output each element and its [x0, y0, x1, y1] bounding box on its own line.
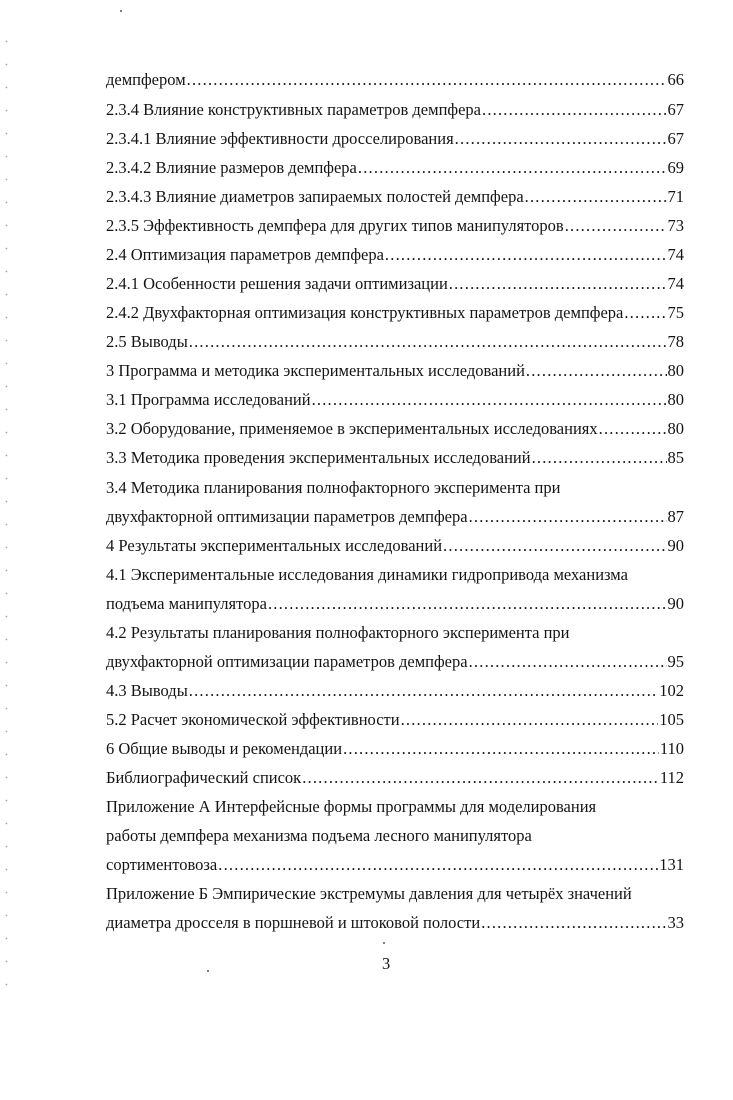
toc-leader-dots	[443, 534, 666, 558]
toc-entry-page: 95	[667, 652, 684, 671]
toc-entry-label: 4.1 Экспериментальные исследования динамики гидропривода механизма	[106, 565, 628, 584]
toc-entry	[106, 214, 684, 238]
toc-leader-dots	[218, 853, 658, 877]
toc-entry-label: 3.2 Оборудование, применяемое в экспериментальных исследованиях	[106, 419, 598, 438]
toc-entry-label: 2.4 Оптимизация параметров демпфера	[106, 245, 384, 264]
toc-leader-dots	[189, 679, 658, 703]
toc-entry-label: 5.2 Расчет экономической эффективности	[106, 710, 400, 729]
toc-entry-label: двухфакторной оптимизации параметров демпфера	[106, 507, 468, 526]
toc-entry-page: 75	[667, 303, 684, 322]
toc-leader-dots	[565, 214, 667, 238]
toc-entry-label: подъема манипулятора	[106, 594, 267, 613]
toc-entry-label: 2.3.4.3 Влияние диаметров запираемых полостей демпфера	[106, 187, 524, 206]
toc-entry-label: 2.4.1 Особенности решения задачи оптимизации	[106, 274, 448, 293]
toc-entry-label: 2.3.4.1 Влияние эффективности дросселирования	[106, 129, 454, 148]
toc-entry-label: Приложение Б Эмпирические экстремумы давления для четырёх значений	[106, 884, 632, 903]
toc-entry	[106, 650, 684, 674]
toc-leader-dots	[189, 330, 667, 354]
toc-entry-page: 67	[667, 100, 684, 119]
toc-entry	[106, 68, 684, 92]
scan-speck	[120, 10, 122, 12]
toc-leader-dots	[481, 911, 666, 935]
toc-entry-label: Библиографический список	[106, 768, 302, 787]
toc-leader-dots	[343, 737, 659, 761]
toc-entry-label: 3.4 Методика планирования полнофакторного эксперимента при	[106, 478, 561, 497]
toc-entry-label: 4 Результаты экспериментальных исследований	[106, 536, 443, 555]
toc-entry-page: 85	[667, 448, 684, 467]
toc-entry-page: 78	[667, 332, 684, 351]
toc-entry-page: 80	[667, 390, 684, 409]
toc-leader-dots	[526, 359, 667, 383]
toc-entry-page: 80	[667, 419, 684, 438]
toc-entry-label: 2.3.5 Эффективность демпфера для других типов манипуляторов	[106, 216, 564, 235]
scan-speck	[207, 970, 209, 972]
toc-entry	[106, 272, 684, 296]
toc-leader-dots	[469, 650, 667, 674]
scan-speck	[383, 942, 385, 944]
toc-entry	[106, 98, 684, 122]
toc-entry	[106, 417, 684, 441]
toc-entry-label: демпфером	[106, 70, 186, 89]
toc-leader-dots	[449, 272, 667, 296]
toc-entry-label: диаметра дросселя в поршневой и штоковой полости	[106, 913, 481, 932]
toc-entry	[106, 359, 684, 383]
toc-entry	[106, 766, 684, 790]
toc-entry	[106, 446, 684, 470]
toc-entry-page: 74	[667, 245, 684, 264]
toc-entry-page: 80	[667, 361, 684, 380]
toc-entry	[106, 127, 684, 151]
toc-entry-page: 73	[667, 216, 684, 235]
toc-entry	[106, 185, 684, 209]
toc-entry-page: 90	[667, 536, 684, 555]
toc-entry	[106, 505, 684, 529]
toc-leader-dots	[532, 446, 667, 470]
toc-entry	[106, 853, 684, 877]
toc-entry-label: 2.3.4 Влияние конструктивных параметров демпфера	[106, 100, 481, 119]
toc-entry	[106, 708, 684, 732]
toc-leader-dots	[599, 417, 667, 441]
toc-entry	[106, 534, 684, 558]
toc-entry	[106, 592, 684, 616]
toc-entry-page: 131	[659, 855, 684, 874]
toc-entry-label: Приложение А Интерфейсные формы программы для моделирования	[106, 797, 597, 816]
toc-leader-dots	[525, 185, 667, 209]
toc-entry-label: 3.1 Программа исследований	[106, 390, 311, 409]
toc-leader-dots	[358, 156, 667, 180]
toc-leader-dots	[401, 708, 659, 732]
toc-entry-page: 102	[659, 681, 684, 700]
toc-entry	[106, 737, 684, 761]
toc-entry	[106, 243, 684, 267]
toc-entry-label: 2.5 Выводы	[106, 332, 188, 351]
toc-entry-label: двухфакторной оптимизации параметров демпфера	[106, 652, 468, 671]
toc-entry	[106, 330, 684, 354]
toc-entry-page: 74	[667, 274, 684, 293]
toc-entry-page: 110	[659, 739, 684, 758]
toc-entry-label: 3 Программа и методика экспериментальных исследований	[106, 361, 525, 380]
toc-leader-dots	[312, 388, 667, 412]
toc-entry-page: 105	[659, 710, 684, 729]
toc-entry-page: 90	[667, 594, 684, 613]
toc-leader-dots	[469, 505, 667, 529]
toc-entry-page: 33	[667, 913, 684, 932]
scan-edge-noise	[4, 30, 9, 990]
toc-entry-label: работы демпфера механизма подъема лесного манипулятора	[106, 826, 532, 845]
toc-leader-dots	[187, 68, 667, 92]
toc-entry-label: сортиментовоза	[106, 855, 218, 874]
toc-leader-dots	[624, 301, 666, 325]
toc-leader-dots	[268, 592, 667, 616]
toc-entry-page: 69	[667, 158, 684, 177]
toc-entry-page: 66	[667, 70, 684, 89]
toc-entry	[106, 156, 684, 180]
toc-entry	[106, 388, 684, 412]
toc-leader-dots	[482, 98, 667, 122]
toc-entry	[106, 301, 684, 325]
toc-entry-page: 67	[667, 129, 684, 148]
toc-entry	[106, 679, 684, 703]
toc-entry-label: 2.4.2 Двухфакторная оптимизация конструктивных параметров демпфера	[106, 303, 624, 322]
toc-entry-label: 2.3.4.2 Влияние размеров демпфера	[106, 158, 357, 177]
toc-entry-label: 3.3 Методика проведения экспериментальных исследований	[106, 448, 531, 467]
toc-entry-label: 4.2 Результаты планирования полнофакторного эксперимента при	[106, 623, 570, 642]
toc-leader-dots	[455, 127, 667, 151]
toc-entry-page: 87	[667, 507, 684, 526]
page-number: 3	[382, 954, 391, 973]
toc-entry-label: 6 Общие выводы и рекомендации	[106, 739, 343, 758]
toc-entry	[106, 911, 684, 935]
toc-entry-page: 112	[659, 768, 684, 787]
toc-leader-dots	[302, 766, 659, 790]
toc-entry-page: 71	[667, 187, 684, 206]
toc-leader-dots	[385, 243, 667, 267]
toc-entry-label: 4.3 Выводы	[106, 681, 188, 700]
